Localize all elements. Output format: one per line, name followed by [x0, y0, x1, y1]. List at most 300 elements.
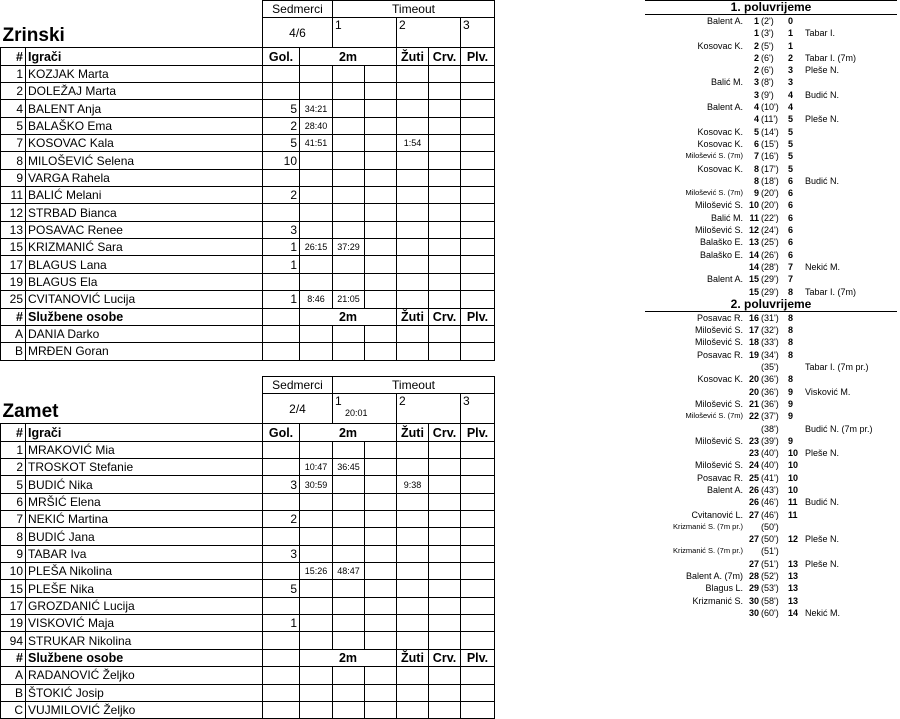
suspension-1 — [300, 615, 333, 632]
home-score: 26 — [748, 484, 759, 495]
yellow-card — [397, 239, 429, 256]
official-cell — [397, 343, 429, 360]
blue-card — [461, 83, 495, 100]
home-scorer: Kosovac K. — [697, 163, 743, 174]
home-score: 7 — [753, 151, 759, 162]
player-number: 25 — [1, 291, 26, 308]
home-score: 23 — [748, 435, 759, 446]
away-score: 9 — [788, 398, 794, 409]
red-card — [429, 476, 461, 493]
away-score: 5 — [788, 138, 794, 149]
home-scorer: Balent A. (7m) — [685, 571, 743, 582]
event-minute: (40') — [761, 460, 779, 471]
suspension-2 — [333, 441, 365, 458]
blue-card — [461, 169, 495, 186]
event-minute: (26') — [761, 249, 779, 260]
officials-2m-header: 2m — [300, 649, 397, 666]
event-minute: (6') — [761, 52, 774, 63]
player-goals: 1 — [263, 256, 300, 273]
official-cell — [429, 684, 461, 701]
suspension-2 — [333, 273, 365, 290]
suspension-3 — [365, 441, 397, 458]
player-goals — [263, 441, 300, 458]
official-cell — [365, 701, 397, 718]
goal-event — [645, 435, 897, 447]
suspension-1: 41:51 — [300, 135, 333, 152]
home-scorer: Kosovac K. — [697, 126, 743, 137]
blue-card — [461, 117, 495, 134]
home-score: 27 — [748, 558, 759, 569]
official-row — [1, 325, 495, 342]
player-row — [1, 221, 495, 238]
player-goals: 5 — [263, 100, 300, 117]
player-name: MRAKOVIĆ Mia — [26, 441, 263, 458]
away-score: 4 — [788, 89, 794, 100]
suspension-2 — [333, 615, 365, 632]
goal-event — [645, 163, 897, 175]
away-timeout-2 — [397, 394, 461, 424]
home-scorer: Balaško E. — [699, 249, 743, 260]
player-goals: 5 — [263, 580, 300, 597]
away-score: 2 — [788, 52, 794, 63]
official-cell — [300, 684, 333, 701]
player-row — [1, 580, 495, 597]
player-name: KOSOVAC Kala — [26, 135, 263, 152]
suspension-1: 30:59 — [300, 476, 333, 493]
blue-card — [461, 273, 495, 290]
home-scorer: Balaško E. — [699, 237, 743, 248]
official-letter: A — [1, 667, 26, 684]
away-score: 9 — [788, 386, 794, 397]
home-scorer: Balić M. — [710, 77, 743, 88]
away-score: 5 — [788, 126, 794, 137]
event-minute: (24') — [761, 225, 779, 236]
suspension-3 — [365, 291, 397, 308]
player-name: PLEŠE Nika — [26, 580, 263, 597]
away-score: 6 — [788, 249, 794, 260]
away-scorer: Budić N. — [805, 89, 840, 100]
away-score: 10 — [788, 448, 799, 459]
suspension-2 — [333, 545, 365, 562]
player-goals — [263, 459, 300, 476]
player-goals: 1 — [263, 239, 300, 256]
home-score: 12 — [748, 225, 759, 236]
yellow-card — [397, 204, 429, 221]
player-name: PLEŠA Nikolina — [26, 563, 263, 580]
official-cell — [461, 343, 495, 360]
player-number: 15 — [1, 239, 26, 256]
yellow-card — [397, 493, 429, 510]
suspension-1 — [300, 65, 333, 82]
official-cell — [263, 325, 300, 342]
home-score: 16 — [748, 312, 759, 323]
home-sevens-label: Sedmerci — [263, 1, 333, 18]
home-scorer: Milošević S. (7m) — [685, 411, 743, 421]
goal-event — [645, 199, 897, 211]
home-score: 27 — [748, 509, 759, 520]
player-name: BUDIĆ Nika — [26, 476, 263, 493]
event-minute: (36') — [761, 386, 779, 397]
home-score: 4 — [753, 102, 759, 113]
away-scorer: Tabar I. — [805, 28, 836, 39]
goal-event — [645, 410, 897, 422]
away-score: 10 — [788, 484, 799, 495]
official-name: DANIA Darko — [26, 325, 263, 342]
away-score: 11 — [788, 497, 798, 508]
home-scorer: Cvitanović L. — [691, 509, 743, 520]
yellow-card — [397, 615, 429, 632]
suspension-3 — [365, 204, 397, 221]
event-minute: (32') — [761, 325, 779, 336]
event-minute: (6') — [761, 65, 774, 76]
event-minute: (15') — [761, 138, 779, 149]
player-name: VISKOVIĆ Maja — [26, 615, 263, 632]
player-goals: 3 — [263, 545, 300, 562]
suspension-1 — [300, 221, 333, 238]
event-minute: (40') — [761, 448, 779, 459]
official-cell — [365, 325, 397, 342]
goal-event — [645, 373, 897, 385]
event-minute: (29') — [761, 274, 779, 285]
player-goals: 2 — [263, 117, 300, 134]
event-minute: (10') — [761, 102, 779, 113]
event-minute: (33') — [761, 337, 779, 348]
away-scorer: Budić N. — [805, 497, 840, 508]
suspension-1 — [300, 273, 333, 290]
yellow-card — [397, 169, 429, 186]
yellow-card — [397, 511, 429, 528]
second-half-title: 2. poluvrijeme — [645, 298, 897, 312]
away-score: 8 — [788, 349, 794, 360]
player-number: 7 — [1, 511, 26, 528]
away-score: 13 — [788, 595, 799, 606]
goal-event — [645, 398, 897, 410]
official-name: MRĐEN Goran — [26, 343, 263, 360]
official-cell — [263, 667, 300, 684]
goal-timeline — [645, 0, 897, 619]
player-number: 9 — [1, 169, 26, 186]
red-card — [429, 528, 461, 545]
player-name: CVITANOVIĆ Lucija — [26, 291, 263, 308]
away-scorer: Pleše N. — [805, 534, 840, 545]
player-number: 2 — [1, 459, 26, 476]
event-minute: (46') — [761, 497, 779, 508]
timeout-2-label: 2 — [399, 18, 406, 33]
suspension-1 — [300, 441, 333, 458]
home-score: 2 — [753, 65, 759, 76]
timeout-1-label: 1 — [335, 18, 342, 33]
event-minute: (34') — [761, 349, 779, 360]
suspension-1 — [300, 493, 333, 510]
suspension-1 — [300, 256, 333, 273]
official-letter: B — [1, 684, 26, 701]
blue-card — [461, 545, 495, 562]
red-card — [429, 441, 461, 458]
home-scorer: Milošević S. (7m) — [685, 151, 743, 161]
col-number-header: # — [1, 424, 26, 441]
player-goals: 1 — [263, 615, 300, 632]
suspension-1: 10:47 — [300, 459, 333, 476]
home-score: 30 — [748, 607, 759, 618]
col-yellow-header: Žuti — [397, 424, 429, 441]
officials-yellow-header: Žuti — [397, 649, 429, 666]
player-goals — [263, 528, 300, 545]
blue-card — [461, 256, 495, 273]
suspension-3 — [365, 169, 397, 186]
official-cell — [461, 701, 495, 718]
blue-card — [461, 580, 495, 597]
home-score: 24 — [748, 460, 759, 471]
player-number: 19 — [1, 615, 26, 632]
blue-card — [461, 152, 495, 169]
home-score: 14 — [748, 249, 759, 260]
goal-event — [645, 533, 897, 545]
player-name: BALIĆ Melani — [26, 187, 263, 204]
home-score: 8 — [753, 163, 759, 174]
red-card — [429, 100, 461, 117]
col-blue-header: Plv. — [461, 424, 495, 441]
home-score: 1 — [753, 28, 759, 39]
player-goals: 2 — [263, 187, 300, 204]
player-row — [1, 83, 495, 100]
away-scorer: Budić N. — [805, 175, 840, 186]
suspension-3 — [365, 83, 397, 100]
away-scorer: Tabar I. (7m pr.) — [805, 362, 869, 373]
player-number: 5 — [1, 117, 26, 134]
goal-event — [645, 52, 897, 64]
home-scorer: Balent A. — [706, 102, 743, 113]
blue-card — [461, 65, 495, 82]
away-score: 6 — [788, 200, 794, 211]
col-red-header: Crv. — [429, 48, 461, 65]
official-cell — [333, 325, 365, 342]
red-card — [429, 135, 461, 152]
yellow-card — [397, 83, 429, 100]
suspension-3 — [365, 545, 397, 562]
col-yellow-header: Žuti — [397, 48, 429, 65]
event-minute: (38') — [761, 423, 779, 434]
away-scorer: Pleše N. — [805, 65, 840, 76]
away-score: 14 — [788, 607, 799, 618]
official-cell — [263, 343, 300, 360]
player-number: 8 — [1, 152, 26, 169]
goal-event — [645, 89, 897, 101]
player-name: BLAGUS Ela — [26, 273, 263, 290]
suspension-1 — [300, 511, 333, 528]
goal-event — [645, 336, 897, 348]
yellow-card — [397, 545, 429, 562]
suspension-1: 34:21 — [300, 100, 333, 117]
home-scorer: Milošević S. — [694, 200, 743, 211]
event-minute: (51') — [761, 558, 779, 569]
official-cell — [365, 343, 397, 360]
suspension-2 — [333, 476, 365, 493]
red-card — [429, 545, 461, 562]
official-cell — [397, 325, 429, 342]
official-row — [1, 684, 495, 701]
goal-event — [645, 595, 897, 607]
player-row — [1, 632, 495, 649]
suspension-3 — [365, 597, 397, 614]
blue-card — [461, 221, 495, 238]
home-score: 21 — [748, 398, 759, 409]
home-scorer: Posavac R. — [696, 312, 743, 323]
home-scorer: Milošević S. — [694, 337, 743, 348]
away-sevens-value: 2/4 — [263, 394, 333, 424]
player-number: 2 — [1, 83, 26, 100]
officials-header-row — [1, 308, 495, 325]
player-goals: 10 — [263, 152, 300, 169]
home-score: 14 — [748, 261, 759, 272]
home-score: 17 — [748, 325, 759, 336]
away-score: 6 — [788, 212, 794, 223]
red-card — [429, 117, 461, 134]
red-card — [429, 204, 461, 221]
player-row — [1, 187, 495, 204]
suspension-3 — [365, 100, 397, 117]
red-card — [429, 169, 461, 186]
home-score: 1 — [753, 16, 759, 26]
event-minute: (16') — [761, 151, 779, 162]
goal-event — [645, 312, 897, 324]
away-score: 10 — [788, 472, 799, 483]
away-scorer: Nekić M. — [805, 607, 841, 618]
player-name: DOLEŽAJ Marta — [26, 83, 263, 100]
event-minute: (2') — [761, 16, 774, 26]
red-card — [429, 563, 461, 580]
blue-card — [461, 100, 495, 117]
home-scorer: Balent A. — [706, 16, 743, 26]
goal-event — [645, 545, 897, 557]
player-name: VARGA Rahela — [26, 169, 263, 186]
player-number: 1 — [1, 65, 26, 82]
away-timeout-1 — [333, 394, 397, 424]
away-score: 11 — [788, 509, 798, 520]
officials-number-header: # — [1, 649, 26, 666]
player-number: 17 — [1, 256, 26, 273]
official-cell — [461, 325, 495, 342]
home-score: 2 — [753, 52, 759, 63]
event-minute: (60') — [761, 607, 779, 618]
player-goals — [263, 83, 300, 100]
red-card — [429, 152, 461, 169]
away-score: 10 — [788, 460, 799, 471]
yellow-card — [397, 291, 429, 308]
red-card — [429, 291, 461, 308]
blue-card — [461, 563, 495, 580]
player-goals — [263, 273, 300, 290]
suspension-3 — [365, 65, 397, 82]
player-goals — [263, 65, 300, 82]
col-goals-header: Gol. — [263, 424, 300, 441]
home-scorer: Milošević S. (7m) — [685, 188, 743, 198]
col-number-header: # — [1, 48, 26, 65]
official-cell — [333, 684, 365, 701]
timeout-3-label: 3 — [463, 18, 470, 33]
away-scorer: Tabar I. (7m) — [805, 286, 857, 297]
suspension-3 — [365, 580, 397, 597]
goal-event — [645, 15, 897, 27]
players-header-row — [1, 48, 495, 65]
goal-event — [645, 570, 897, 582]
home-scorer: Milošević S. — [694, 435, 743, 446]
official-row — [1, 343, 495, 360]
suspension-2 — [333, 580, 365, 597]
away-score: 8 — [788, 286, 794, 297]
player-number: 10 — [1, 563, 26, 580]
player-goals: 1 — [263, 291, 300, 308]
suspension-3 — [365, 221, 397, 238]
player-row — [1, 152, 495, 169]
player-name: STRUKAR Nikolina — [26, 632, 263, 649]
away-timeout-label: Timeout — [333, 377, 495, 394]
goal-event — [645, 175, 897, 187]
player-row — [1, 615, 495, 632]
suspension-2 — [333, 221, 365, 238]
home-score: 8 — [753, 175, 759, 186]
event-minute: (17') — [761, 163, 779, 174]
blue-card — [461, 493, 495, 510]
first-half-events — [645, 15, 897, 298]
blue-card — [461, 239, 495, 256]
home-score: 26 — [748, 497, 759, 508]
yellow-card — [397, 65, 429, 82]
away-scorer: Pleše N. — [805, 114, 840, 125]
goal-event — [645, 286, 897, 298]
blue-card — [461, 632, 495, 649]
player-row — [1, 256, 495, 273]
red-card — [429, 273, 461, 290]
goal-event — [645, 101, 897, 113]
away-sevens-label: Sedmerci — [263, 377, 333, 394]
home-scorer: Milošević S. — [694, 225, 743, 236]
suspension-1 — [300, 632, 333, 649]
col-players-header: Igrači — [26, 48, 263, 65]
suspension-3 — [365, 152, 397, 169]
red-card — [429, 187, 461, 204]
suspension-3 — [365, 117, 397, 134]
officials-header: Službene osobe — [26, 308, 263, 325]
home-score: 2 — [753, 40, 759, 51]
suspension-1 — [300, 169, 333, 186]
home-score: 20 — [748, 374, 759, 385]
goal-event — [645, 249, 897, 261]
official-cell — [300, 325, 333, 342]
yellow-card — [397, 221, 429, 238]
red-card — [429, 83, 461, 100]
suspension-2: 36:45 — [333, 459, 365, 476]
player-row — [1, 204, 495, 221]
official-cell — [397, 667, 429, 684]
away-score: 5 — [788, 114, 794, 125]
goal-event — [645, 76, 897, 88]
player-name: KRIZMANIĆ Sara — [26, 239, 263, 256]
home-scorer: Milošević S. — [694, 325, 743, 336]
suspension-3 — [365, 273, 397, 290]
home-timeout-label: Timeout — [333, 1, 495, 18]
player-number: 17 — [1, 597, 26, 614]
suspension-2 — [333, 100, 365, 117]
player-name: TROSKOT Stefanie — [26, 459, 263, 476]
event-minute: (36') — [761, 398, 779, 409]
player-name: NEKIĆ Martina — [26, 511, 263, 528]
suspension-3 — [365, 615, 397, 632]
suspension-1: 26:15 — [300, 239, 333, 256]
suspension-1 — [300, 83, 333, 100]
home-scorer: Posavac R. — [696, 472, 743, 483]
event-minute: (8') — [761, 77, 774, 88]
goal-event — [645, 386, 897, 398]
